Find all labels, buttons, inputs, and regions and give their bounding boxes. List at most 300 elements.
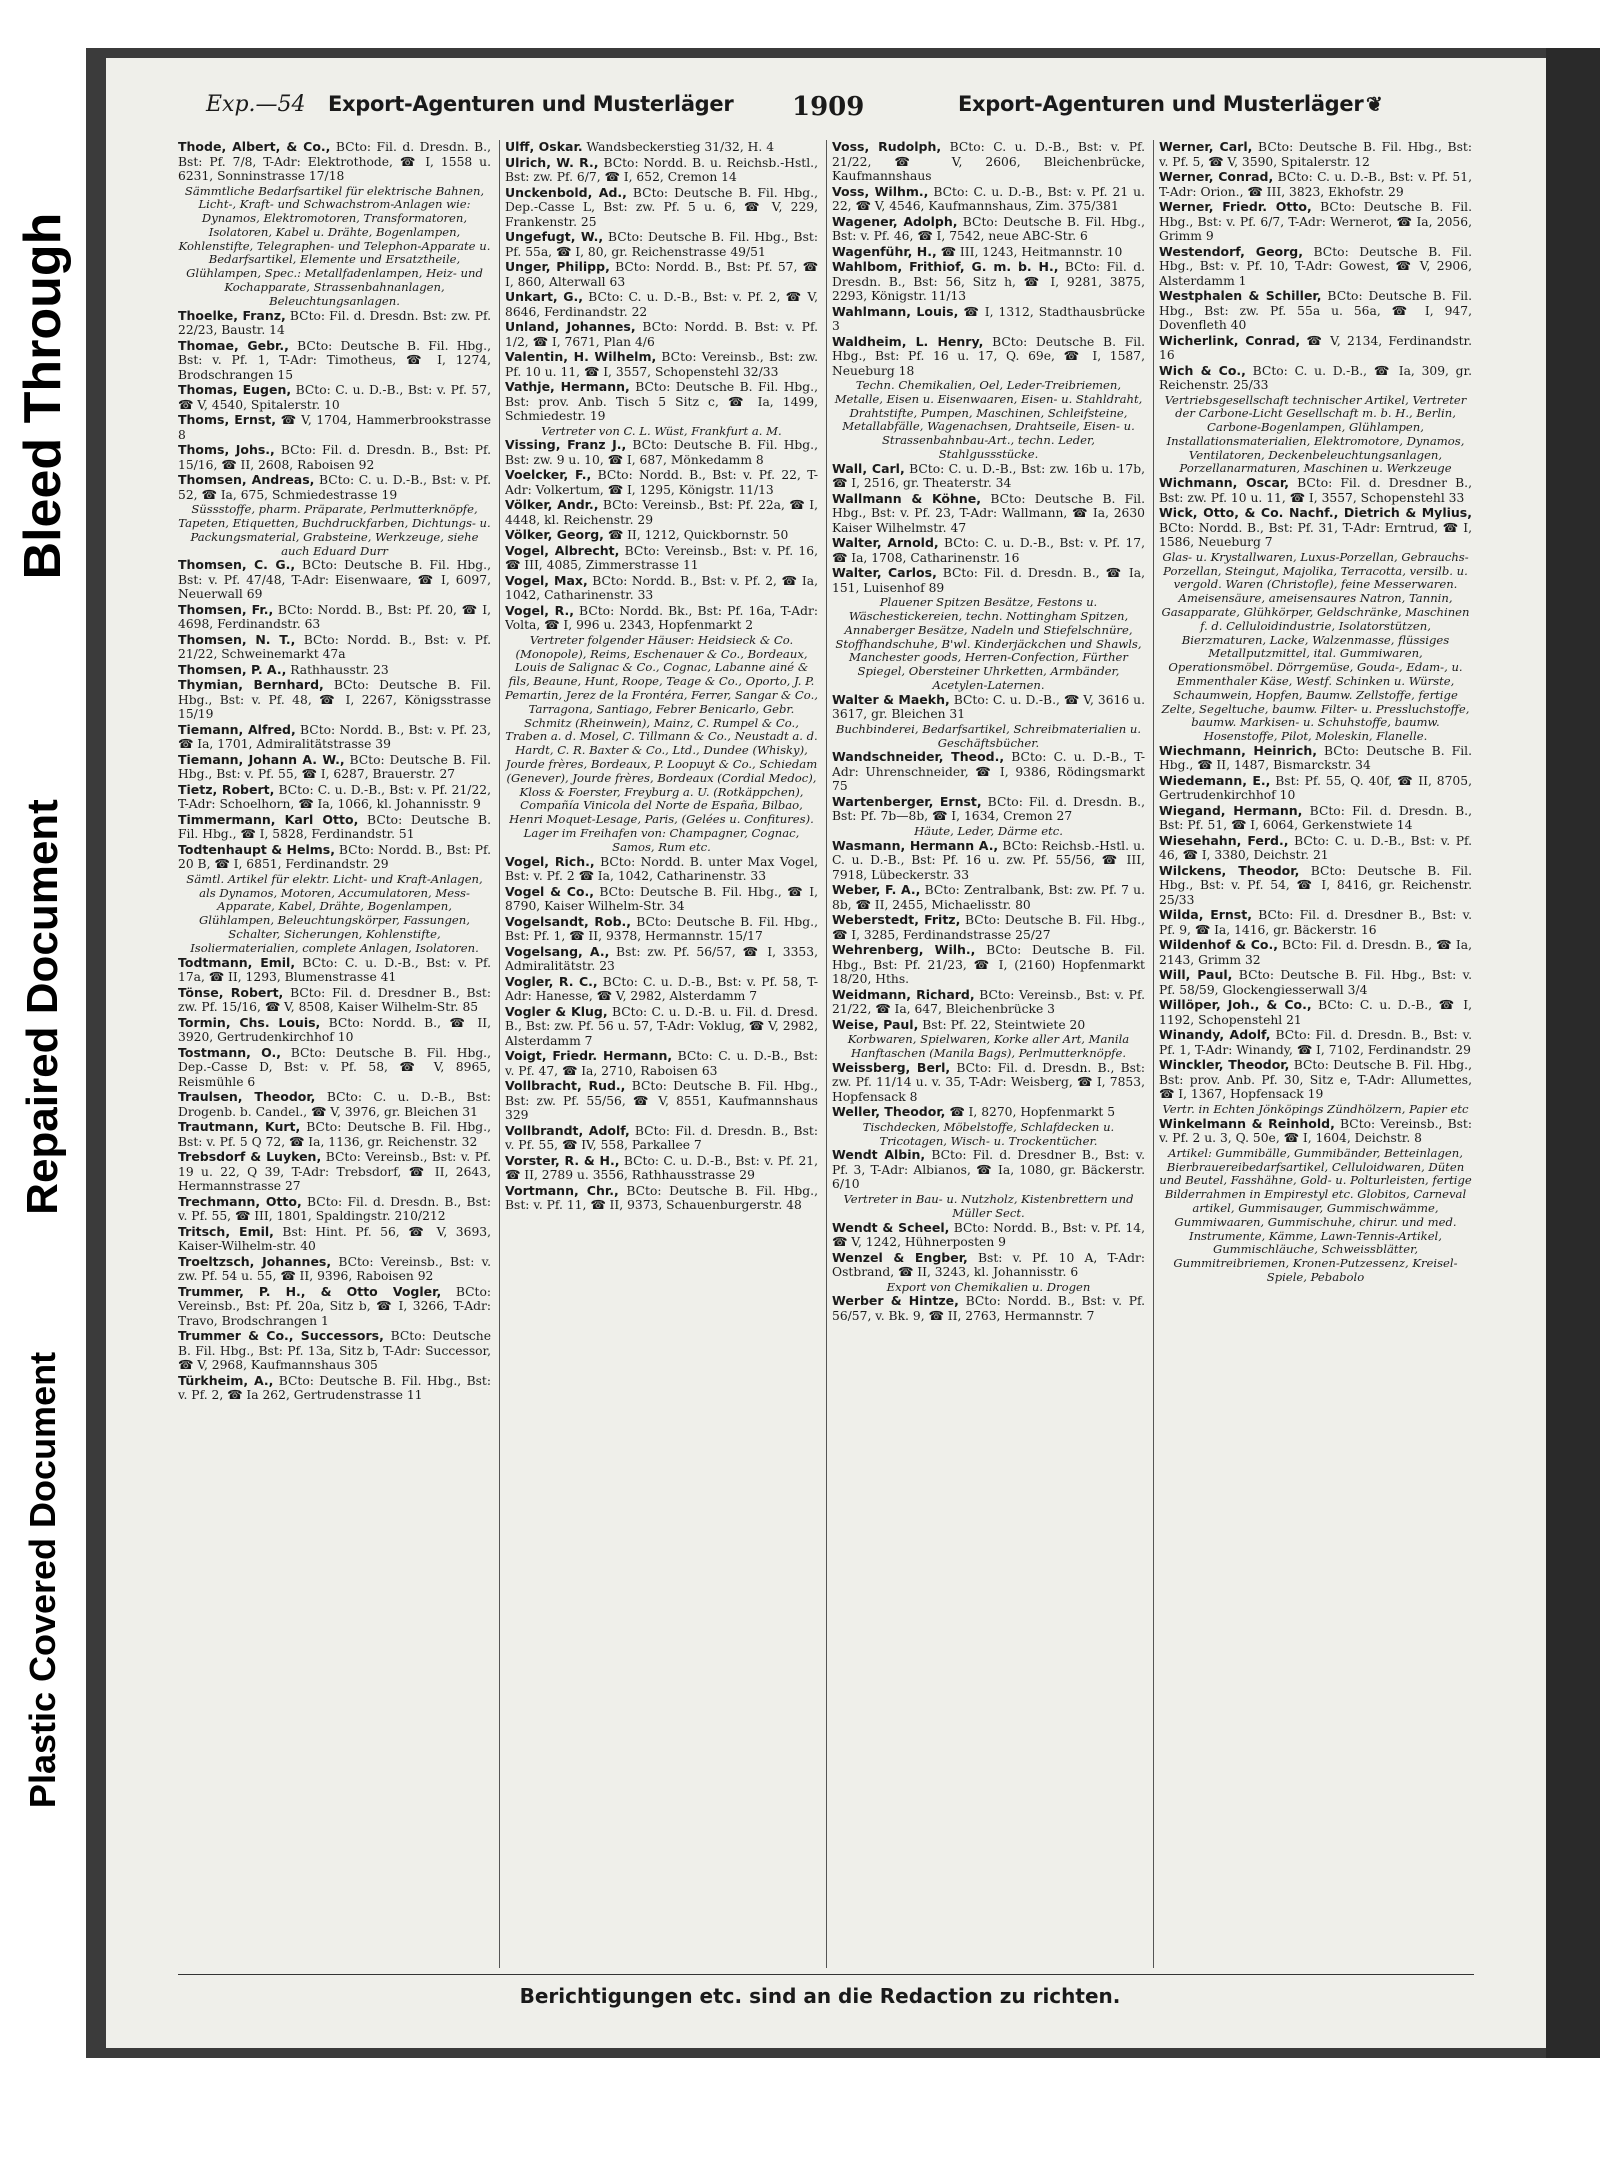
entry-name: Trummer, P. H., & Otto Vogler, xyxy=(178,1283,442,1299)
entry-name: Voelcker, F., xyxy=(505,467,592,483)
entry-name: Vorster, R. & H., xyxy=(505,1152,620,1168)
entry-details: BCto: Deutsche B. Fil. Hbg., Bst: v. Pf. 2, ☎ Ia 262, Gertrudenstrasse 11 xyxy=(178,1373,491,1403)
entry-details: BCto: Deutsche B. Fil. Hbg., ☎ I, 8790, Kaiser Wilhelm-Str. 34 xyxy=(505,884,818,914)
entry-name: Werner, Conrad, xyxy=(1159,169,1274,184)
entry-details: ☎ V, 1704, Hammerbrookstrasse 8 xyxy=(178,413,491,442)
entry-name: Ulff, Oskar. xyxy=(505,140,583,154)
directory-entry xyxy=(178,383,491,412)
entry-name: Willöper, Joh., & Co., xyxy=(1159,997,1312,1013)
entry-details: BCto: C. u. D.-B., Bst: v. Pf. 57, ☎ V, 4540, Spitalerstr. 10 xyxy=(178,383,491,412)
column-4 xyxy=(1159,140,1472,1968)
entry-details: BCto: Nordd. B., Bst: v. Pf. 21/22, Schweinemarkt 47a xyxy=(178,632,491,662)
directory-entry xyxy=(178,1016,491,1045)
entry-details: BCto: C. u. D.-B., ☎ I, 1192, Schopenstehl 21 xyxy=(1159,998,1472,1027)
directory-entry xyxy=(832,839,1145,883)
entry-details: BCto: Deutsche B. Fil. Hbg., Bst: Pf. 21/23, ☎ I, (2160) Hopfenmarkt 18/20, Hths. xyxy=(832,943,1145,987)
entry-details: BCto: Deutsche B. Fil. Hbg., Bst: v. Pf. 6/7, T-Adr: Wernerot, ☎ Ia, 2056, Grimm 9 xyxy=(1159,200,1472,243)
directory-entry xyxy=(1159,938,1472,967)
directory-entry xyxy=(1159,364,1472,393)
entry-name: Wiesehahn, Ferd., xyxy=(1159,832,1289,848)
entry-name: Wiegand, Hermann, xyxy=(1159,802,1303,818)
entry-details: BCto: Deutsche B. Fil. Hbg., Bst: v. Pf. 54, ☎ I, 8416, gr. Reichenstr. 25/33 xyxy=(1159,863,1472,907)
entry-details: BCto: Fil. d. Dresdn. B., Bst: v. Pf. 55, ☎ III, 1801, Spaldingstr. 210/212 xyxy=(178,1194,491,1224)
entry-name: Wiechmann, Heinrich, xyxy=(1159,742,1317,758)
directory-entry xyxy=(505,885,818,914)
directory-entry xyxy=(832,750,1145,794)
entry-description: Vertreter folgender Häuser: Heidsieck & Co. (Monopole), Reims, Eschenauer & Co., Bordeaux, Louis de Salignac & Co., Cognac, Labanne ainé & fils, Beaune, Hunt, Roope, Teage & Co., Oporto, J. P. Pemartin, Jerez de la Frontéra, Ferrer, Sangar & Co., Tarragona, Santiago, Febrer Benicarlo, Gebr. Schmitz (Rheinwein), Mainz, C. Rumpel & Co., Traben a. d. Mosel, C. Tillmann & Co., Neustadt a. d. Hardt, C. R. Baxter & Co., Ltd., Dundee (Whisky), Jourde frères, Bordeaux, P. Loopuyt & Co., Schiedam (Genever), Jourde frères, Bordeaux (Cordial Medoc), Kloss & Foerster, Freyburg a. U. (Rotkäppchen), Compañía Vinicola del Norte de España, Bilbao, Henri Moquet-Lesage, Paris, (Gelées u. Confitures). Lager im Freihafen von: Champagner, Cognac, Samos, Rum etc. xyxy=(505,632,818,854)
entry-details: BCto: Deutsche B. Fil. Hbg., Bst: zw. 9 u. 10, ☎ I, 687, Mönkedamm 8 xyxy=(505,438,818,467)
entry-name: Wich & Co., xyxy=(1159,362,1246,378)
footer-rule xyxy=(178,1974,1474,1975)
entry-name: Tormin, Chs. Louis, xyxy=(178,1014,321,1030)
entry-name: Wichmann, Oscar, xyxy=(1159,475,1289,491)
directory-entry xyxy=(505,468,818,497)
entry-description: Sämtl. Artikel für elektr. Licht- und Kraft-Anlagen, als Dynamos, Motoren, Accumulatoren, Mess-Apparate, Kabel, Drähte, Bogenlampen, Glühlampen, Beleuchtungskörper, Fassungen, Schalter, Sicherungen, Kohlenstifte, Isoliermaterialien, complete Anlagen, Isolatoren. xyxy=(186,871,483,955)
directory-entry xyxy=(505,1124,818,1153)
directory-entry xyxy=(178,473,491,502)
entry-name: Vissing, Franz J., xyxy=(505,437,627,453)
entry-details: BCto: Nordd. B., Bst: v. Pf. 2, ☎ Ia, 1042, Catharinenstr. 33 xyxy=(505,573,818,603)
directory-entry xyxy=(505,1049,818,1078)
entry-details: BCto: C. u. D.-B., ☎ V, 3616 u. 3617, gr. Bleichen 31 xyxy=(832,692,1145,722)
entry-name: Troeltzsch, Johannes, xyxy=(178,1253,332,1269)
directory-entry xyxy=(505,975,818,1004)
directory-entry xyxy=(178,813,491,842)
entry-details: BCto: Nordd. B., Bst: Pf. 57, ☎ I, 860, Alterwall 63 xyxy=(505,260,818,289)
entry-details: BCto: C. u. D.-B., Bst: v. Pf. 58, T-Adr: Hanesse, ☎ V, 2982, Alsterdamm 7 xyxy=(505,974,818,1004)
entry-name: Waldheim, L. Henry, xyxy=(832,333,984,349)
column-1 xyxy=(178,140,491,1968)
entry-details: BCto: Fil. d. Dresdner B., Bst: zw. Pf. 10 u. 11, ☎ I, 3557, Schopenstehl 33 xyxy=(1159,476,1472,505)
entry-details: BCto: Fil. d. Dresdn. B., Bst: Pf. 51, ☎ I, 6064, Gerkenstwiete 14 xyxy=(1159,803,1472,833)
entry-details: Bst: Hint. Pf. 56, ☎ V, 3693, Kaiser-Wilhelm-str. 40 xyxy=(178,1224,491,1254)
directory-entry xyxy=(505,945,818,974)
directory-entry xyxy=(832,988,1145,1017)
entry-name: Wagener, Adolph, xyxy=(832,213,958,229)
entry-name: Wagenführ, H., xyxy=(832,243,937,259)
entry-name: Weberstedt, Fritz, xyxy=(832,912,961,928)
entry-name: Wilda, Ernst, xyxy=(1159,907,1252,923)
directory-entry xyxy=(178,339,491,383)
entry-details: BCto: Nordd. B. unter Max Vogel, Bst: v. Pf. 2 ☎ Ia, 1042, Catharinenstr. 33 xyxy=(505,854,818,884)
entry-name: Trebsdorf & Luyken, xyxy=(178,1149,322,1165)
entry-name: Völker, Georg, xyxy=(505,527,604,543)
directory-entry xyxy=(178,956,491,985)
directory-entry xyxy=(832,140,1145,184)
directory-entry xyxy=(178,603,491,632)
entry-name: Weissberg, Berl, xyxy=(832,1059,951,1075)
directory-entry xyxy=(505,1184,818,1213)
entry-details: BCto: Deutsche B. Fil. Hbg., Bst: prov. Anb. Pf. 30, Sitz e, T-Adr: Allumettes, ☎ I, 1367, Hopfensack 19 xyxy=(1159,1058,1472,1102)
directory-entry xyxy=(178,783,491,812)
entry-name: Vollbrandt, Adolf, xyxy=(505,1122,630,1138)
entry-name: Unger, Philipp, xyxy=(505,259,610,274)
entry-details: Bst: Pf. 22, Steintwiete 20 xyxy=(918,1017,1086,1032)
entry-description: Süssstoffe, pharm. Präparate, Perlmutterknöpfe, Tapeten, Etiquetten, Buchdruckfarben, Dichtungs- u. Packungsmaterial, Grabsteine, Werkzeuge, siehe auch Eduard Durr xyxy=(178,502,491,558)
entry-details: BCto: Deutsche B. Fil. Hbg., Bst: v. Pf. 10, T-Adr: Gowest, ☎ V, 2906, Alsterdamm 1 xyxy=(1159,244,1472,288)
entry-name: Vogler, R. C., xyxy=(505,973,598,989)
directory-entry xyxy=(832,215,1145,244)
directory-entry xyxy=(1159,1028,1472,1057)
directory-entry xyxy=(832,305,1145,334)
directory-entry xyxy=(832,245,1145,260)
directory-entry xyxy=(505,260,818,289)
entry-details: BCto: Fil. d. Dresdner B., Bst: v. Pf. 3, T-Adr: Albianos, ☎ Ia, 1080, gr. Bäckerstr. 6/10 xyxy=(832,1148,1145,1192)
entry-name: Vogelsandt, Rob., xyxy=(505,913,632,929)
entry-name: Thomsen, P. A., xyxy=(178,661,287,677)
entry-description: Plauener Spitzen Besätze, Festons u. Wäschestickereien, techn. Nottingham Spitzen, Annaberger Besätze, Nadeln und Stiefelschnüre, Stoffhandschuhe, B'wl. Kinderjäckchen und Shawls, Manchester goods, Herren-Confection, Fürther Spiegel, Obersteiner Uhrketten, Armbänder, Acetylen-Laternen. xyxy=(835,595,1142,693)
entry-details: BCto: Nordd. B., Bst: v. Pf. 14, ☎ V, 1242, Hühnerposten 9 xyxy=(832,1220,1145,1250)
entry-name: Traulsen, Theodor, xyxy=(178,1089,316,1105)
entry-details: BCto: Deutsche B. Fil. Hbg., ☎ I, 3285, Ferdinandstrasse 25/27 xyxy=(832,913,1145,942)
directory-entry xyxy=(832,335,1145,379)
entry-name: Wilckens, Theodor, xyxy=(1159,862,1300,878)
entry-name: Vogel, Rich., xyxy=(505,853,595,869)
entry-details: BCto: C. u. D.-B., T-Adr: Uhrenschneider, ☎ I, 9386, Rödingsmarkt 75 xyxy=(832,750,1145,794)
label-strip xyxy=(0,0,86,2177)
entry-name: Wandschneider, Theod., xyxy=(832,749,1005,765)
entry-details: BCto: C. u. D.-B., Bst: v. Pf. 52, ☎ Ia, 675, Schmiedestrasse 19 xyxy=(178,473,491,502)
column-divider xyxy=(499,140,500,1968)
entry-name: Thode, Albert, & Co., xyxy=(178,140,331,154)
directory-entry xyxy=(1159,140,1472,169)
entry-name: Weller, Theodor, xyxy=(832,1104,946,1120)
entry-description: Buchbinderei, Bedarfsartikel, Schreibmaterialien u. Geschäftsbücher. xyxy=(835,721,1142,750)
directory-entry xyxy=(178,140,491,184)
entry-details: BCto: Vereinsb., Bst: v. Pf. 16, ☎ III, 4085, Zimmerstrasse 11 xyxy=(505,543,818,573)
entry-details: BCto: Vereinsb., Bst: Pf. 20a, Sitz b, ☎ I, 3266, T-Adr: Travo, Brodschrangen 1 xyxy=(178,1284,491,1328)
entry-name: Tönse, Robert, xyxy=(178,984,284,1000)
entry-name: Winkelmann & Reinhold, xyxy=(1159,1115,1335,1131)
plastic-covered-label: Plastic Covered Document xyxy=(22,1351,63,1809)
entry-name: Wendt Albin, xyxy=(832,1147,926,1163)
entry-name: Tiemann, Alfred, xyxy=(178,721,296,737)
directory-entry xyxy=(1159,744,1472,773)
entry-name: Weidmann, Richard, xyxy=(832,986,975,1002)
directory-entry xyxy=(1159,1058,1472,1102)
entry-details: ☎ III, 1243, Heitmannstr. 10 xyxy=(936,244,1123,259)
entry-details: BCto: C. u. D.-B., Bst: v. Pf. 17, ☎ Ia, 1708, Catharinenstr. 16 xyxy=(832,536,1145,565)
entry-details: BCto: Nordd. B., Bst: v. Pf. 56/57, v. Bk. 9, ☎ II, 2763, Hermannstr. 7 xyxy=(832,1294,1145,1323)
entry-name: Voss, Wilhm., xyxy=(832,183,929,199)
header-title-right: Export-Agenturen und Musterläger xyxy=(958,92,1364,116)
directory-entry xyxy=(505,438,818,467)
entry-details: ☎ I, 8270, Hopfenmarkt 5 xyxy=(945,1105,1116,1120)
entry-name: Walter, Arnold, xyxy=(832,535,939,551)
directory-entry xyxy=(832,185,1145,214)
entry-name: Wicherlink, Conrad, xyxy=(1159,332,1301,348)
column-divider xyxy=(1153,140,1154,1968)
entry-details: BCto: Fil. d. Dresdn. B., Bst: zw. Pf. 11/14 u. v. 35, T-Adr: Weisberg, ☎ I, 7853, Hopfensack 8 xyxy=(832,1060,1145,1104)
page-footer: Berichtigungen etc. sind an die Redaction zu richten. xyxy=(519,1984,1121,2008)
entry-details: BCto: Deutsche B. Fil. Hbg., Bst: v. Pf. 48, ☎ I, 2267, Königsstrasse 15/19 xyxy=(178,678,491,722)
directory-entry xyxy=(505,156,818,185)
entry-details: BCto: Deutsche B. Fil. Hbg., Bst: v. Pf. 5, ☎ V, 3590, Spitalerstr. 12 xyxy=(1159,140,1472,169)
directory-entry xyxy=(832,943,1145,987)
entry-name: Voss, Rudolph, xyxy=(832,140,942,154)
directory-entry xyxy=(1159,864,1472,908)
entry-name: Thoms, Ernst, xyxy=(178,412,277,428)
directory-entry xyxy=(505,544,818,573)
entry-name: Wahlbom, Frithiof, G. m. b. H., xyxy=(832,259,1059,274)
directory-entry xyxy=(505,230,818,259)
entry-details: BCto: Nordd. B., Bst: Pf. 31, T-Adr: Erntrud, ☎ I, 1586, Neueburg 7 xyxy=(1159,520,1472,550)
directory-entry xyxy=(832,536,1145,565)
entry-details: BCto: C. u. D.-B., Bst: v. Pf. 21 u. 22, ☎ V, 4546, Kaufmannshaus, Zim. 375/381 xyxy=(832,184,1145,213)
directory-entry xyxy=(505,1154,818,1183)
directory-entry xyxy=(1159,804,1472,833)
directory-entry xyxy=(505,528,818,543)
entry-name: Vogler & Klug, xyxy=(505,1003,608,1019)
entry-name: Walter, Carlos, xyxy=(832,565,937,581)
entry-details: BCto: Fil. d. Dresdn. Bst: zw. Pf. 22/23, Baustr. 14 xyxy=(178,308,491,338)
directory-entry xyxy=(832,913,1145,942)
header-year: 1909 xyxy=(792,92,865,122)
entry-description: Vertreter in Bau- u. Nutzholz, Kistenbrettern und Müller Sect. xyxy=(843,1191,1134,1220)
entry-details: BCto: C. u. D.-B., Bst: v. Pf. 21/22, ☎ V, 2606, Bleichenbrücke, Kaufmannshaus xyxy=(832,140,1145,183)
directory-entry xyxy=(832,1018,1145,1033)
entry-name: Wasmann, Hermann A., xyxy=(832,837,999,853)
directory-entry xyxy=(178,633,491,662)
entry-details: BCto: Vereinsb., Bst: zw. Pf. 10 u. 11, ☎ I, 3557, Schopenstehl 32/33 xyxy=(505,350,818,379)
entry-details: BCto: Deutsche B. Fil. Hbg., Bst: Pf. 13a, Sitz b, T-Adr: Successor, ☎ V, 2968, Kaufmannshaus 305 xyxy=(178,1329,491,1373)
entry-name: Weber, F. A., xyxy=(832,882,921,898)
entry-name: Wendt & Scheel, xyxy=(832,1219,950,1235)
entry-details: BCto: C. u. D.-B., Bst: v. Pf. 47, ☎ Ia, 2710, Raboisen 63 xyxy=(505,1049,818,1078)
entry-name: Vogelsang, A., xyxy=(505,943,610,959)
entry-name: Tietz, Robert, xyxy=(178,781,275,797)
entry-details: BCto: Deutsche B. Fil. Hbg., Bst: v. Pf. 5 Q 72, ☎ Ia, 1136, gr. Reichenstr. 32 xyxy=(178,1120,491,1149)
entry-details: Rathhausstr. 23 xyxy=(286,662,389,677)
directory-entry xyxy=(178,1255,491,1284)
entry-details: BCto: Nordd. B., Bst: v. Pf. 22, T-Adr: Volkertum, ☎ I, 1295, Königstr. 11/13 xyxy=(505,468,818,497)
entry-details: BCto: Fil. d. Dresdn. B., Bst: Pf. 7/8, T-Adr: Elektrothode, ☎ I, 1558 u. 6231, Sonninstrasse 17/18 xyxy=(178,140,491,183)
entry-details: BCto: Deutsche B. Fil. Hbg., Bst: Pf. 1, ☎ II, 9378, Hermannstr. 15/17 xyxy=(505,914,818,944)
entry-name: Thoelke, Franz, xyxy=(178,307,286,323)
directory-entry xyxy=(178,1150,491,1194)
entry-details: BCto: C. u. D.-B., Bst: v. Pf. 17a, ☎ II, 1293, Blumenstrasse 41 xyxy=(178,955,491,985)
entry-details: BCto: Deutsche B. Fil. Hbg., ☎ II, 1487, Bismarckstr. 34 xyxy=(1159,743,1472,773)
entry-details: BCto: Deutsche B. Fil. Hbg., Bst: v. Pf. 47/48, T-Adr: Eisenwaare, ☎ I, 6097, Neuerwall 69 xyxy=(178,558,491,602)
entry-details: BCto: Vereinsb., Bst: v. zw. Pf. 54 u. 55, ☎ II, 9396, Raboisen 92 xyxy=(178,1254,491,1284)
directory-entry xyxy=(832,462,1145,491)
entry-name: Walter & Maekh, xyxy=(832,691,950,707)
header-ornament: ❦ xyxy=(1366,92,1383,116)
directory-entry xyxy=(505,320,818,349)
entry-name: Will, Paul, xyxy=(1159,967,1233,983)
entry-name: Werner, Friedr. Otto, xyxy=(1159,199,1312,214)
entry-details: BCto: Deutsche B. Fil. Hbg., Bst: Pf. 16 u. 17, Q. 69e, ☎ I, 1587, Neueburg 18 xyxy=(832,334,1145,378)
entry-details: BCto: Fil. d. Dresdn. B., Bst: 56, Sitz h, ☎ I, 9281, 3875, 2293, Königstr. 11/13 xyxy=(832,260,1145,303)
entry-name: Thomsen, Andreas, xyxy=(178,472,315,488)
directory-entry xyxy=(178,843,491,872)
entry-name: Ungefugt, W., xyxy=(505,229,604,244)
directory-entry xyxy=(178,723,491,752)
entry-details: BCto: Fil. d. Dresdn. B., Bst: v. Pf. 55, ☎ IV, 558, Parkallee 7 xyxy=(505,1123,818,1153)
entry-details: BCto: C. u. D.-B., Bst: v. Pf. 51, T-Adr: Orion., ☎ III, 3823, Ekhofstr. 29 xyxy=(1159,170,1472,199)
page-number: Exp.—54 xyxy=(206,92,306,117)
entry-details: BCto: C. u. D.-B., Bst: v. Pf. 21/22, T-Adr: Schoelhorn, ☎ Ia, 1066, kl. Johannisstr. 9 xyxy=(178,782,491,812)
entry-name: Unkart, G., xyxy=(505,289,584,304)
entry-name: Werner, Carl, xyxy=(1159,140,1253,154)
directory-entry xyxy=(178,443,491,472)
entry-description: Vertriebsgesellschaft technischer Artikel, Vertreter der Carbone-Licht Gesellschaft m. b. H., Berlin, Carbone-Bogenlampen, Glühlampen, Installationsmaterialien, Elektromotore, Dynamos, Ventilatoren, Deckenbeleuchtungsanlagen, Porzellanarmaturen, Maschinen u. Werkzeuge xyxy=(1164,392,1467,476)
directory-entry xyxy=(1159,289,1472,333)
directory-entry xyxy=(178,663,491,678)
directory-entry xyxy=(1159,998,1472,1027)
entry-details: BCto: Zentralbank, Bst: zw. Pf. 7 u. 8b, ☎ II, 2455, Michaelisstr. 80 xyxy=(832,883,1145,912)
directory-entry xyxy=(832,260,1145,304)
entry-description: Vertreter von C. L. Wüst, Frankfurt a. M. xyxy=(541,423,782,438)
entry-details: BCto: Fil. d. Dresdn. B., Bst: v. Pf. 1, T-Adr: Winandy, ☎ I, 7102, Ferdinandstr. 29 xyxy=(1159,1028,1472,1057)
directory-entry xyxy=(1159,334,1472,363)
entry-details: BCto: C. u. D.-B., Bst: v. Pf. 2, ☎ V, 8646, Ferdinandstr. 22 xyxy=(505,290,818,319)
entry-details: BCto: Deutsche B. Fil. Hbg., Bst: v. Pf. 23, T-Adr: Wallmann, ☎ Ia, 2630 Kaiser Wilhelmstr. 47 xyxy=(832,491,1145,535)
directory-entry xyxy=(178,1090,491,1119)
column-divider xyxy=(826,140,827,1968)
directory-entry xyxy=(505,350,818,379)
entry-details: BCto: Deutsche B. Fil. Hbg., Bst: zw. Pf. 55/56, ☎ V, 8551, Kaufmannshaus 329 xyxy=(505,1079,818,1123)
entry-description: Export von Chemikalien u. Drogen xyxy=(886,1279,1091,1294)
entry-name: Thomae, Gebr., xyxy=(178,337,289,353)
directory-entry xyxy=(505,380,818,424)
entry-details: ☎ II, 1212, Quickbornstr. 50 xyxy=(603,528,789,543)
directory-entry xyxy=(832,1251,1145,1280)
entry-details: BCto: Fil. d. Dresdn. B., ☎ Ia, 151, Luisenhof 89 xyxy=(832,566,1145,595)
entry-details: BCto: Nordd. B., Bst: v. Pf. 23, ☎ Ia, 1701, Admiralitätstrasse 39 xyxy=(178,722,491,752)
directory-entry xyxy=(832,883,1145,912)
entry-details: BCto: C. u. D.-B. u. Fil. d. Dresd. B., Bst: zw. Pf. 56 u. 57, T-Adr: Voklug, ☎ V, 2982, Alsterdamm 7 xyxy=(505,1004,818,1048)
entry-name: Vogel, Max, xyxy=(505,572,588,588)
directory-entry xyxy=(505,1079,818,1123)
entry-details: ☎ V, 2134, Ferdinandstr. 16 xyxy=(1159,333,1472,362)
entry-name: Timmermann, Karl Otto, xyxy=(178,811,359,827)
entry-details: BCto: Vereinsb., Bst: v. Pf. 2 u. 3, Q. 50e, ☎ I, 1604, Deichstr. 8 xyxy=(1159,1116,1472,1146)
entry-name: Thymian, Bernhard, xyxy=(178,677,324,693)
directory-entry xyxy=(832,795,1145,824)
entry-details: BCto: C. u. D.-B., Bst: v. Pf. 46, ☎ I, 3380, Deichstr. 21 xyxy=(1159,833,1472,863)
directory-entry xyxy=(178,1374,491,1403)
directory-entry xyxy=(1159,200,1472,244)
entry-name: Wartenberger, Ernst, xyxy=(832,793,982,809)
entry-name: Thomas, Eugen, xyxy=(178,382,292,398)
entry-name: Tritsch, Emil, xyxy=(178,1223,274,1239)
column-2 xyxy=(505,140,818,1968)
entry-description: Sämmtliche Bedarfsartikel für elektrische Bahnen, Licht-, Kraft- und Schwachstrom-Anlagen wie: Dynamos, Elektromotoren, Transformatoren, Isolatoren, Kabel u. Drähte, Bogenlampen, Kohlenstifte, Telegraphen- und Telephon-Apparate u. Bedarfsartikel, Elemente und Ersatztheile, Glühlampen, Spec.: Metallfadenlampen, Heiz- und Kochapparate, Strassenbahnanlagen, Beleuchtungsanlagen. xyxy=(178,183,491,308)
directory-entry xyxy=(1159,170,1472,199)
entry-description: Vertr. in Echten Jönköpings Zündhölzern, Papier etc xyxy=(1162,1101,1469,1116)
entry-details: BCto: Nordd. B., ☎ II, 3920, Gertrudenkirchhof 10 xyxy=(178,1015,491,1045)
directory-entry xyxy=(178,986,491,1015)
entry-name: Voigt, Friedr. Hermann, xyxy=(505,1048,673,1064)
entry-name: Vogel & Co., xyxy=(505,883,595,899)
entry-name: Todtenhaupt & Helms, xyxy=(178,841,335,857)
entry-name: Thomsen, N. T., xyxy=(178,631,296,647)
entry-name: Vogel, Albrecht, xyxy=(505,542,620,558)
entry-description: Korbwaren, Spielwaren, Korke aller Art, Manila Hanftaschen (Manila Bags), Perlmutterknöpfe. xyxy=(847,1032,1130,1061)
entry-name: Vathje, Hermann, xyxy=(505,379,630,394)
entry-name: Trummer & Co., Successors, xyxy=(178,1328,384,1344)
directory-entry xyxy=(1159,506,1472,550)
entry-details: BCto: Nordd. B., Bst: Pf. 20 B, ☎ I, 6851, Ferdinandstr. 29 xyxy=(178,842,491,872)
entry-name: Trechmann, Otto, xyxy=(178,1193,302,1209)
entry-details: BCto: Fil. d. Dresdner B., Bst: zw. Pf. 15/16, ☎ V, 8508, Kaiser Wilhelm-Str. 85 xyxy=(178,985,491,1015)
directory-entry xyxy=(1159,968,1472,997)
entry-name: Unland, Johannes, xyxy=(505,319,636,334)
entry-name: Trautmann, Kurt, xyxy=(178,1119,301,1135)
directory-entry xyxy=(178,413,491,442)
entry-details: BCto: Nordd. B. Bst: v. Pf. 1/2, ☎ I, 7671, Plan 4/6 xyxy=(505,320,818,349)
directory-entry xyxy=(505,140,818,155)
directory-entry xyxy=(178,1120,491,1149)
directory-entry xyxy=(178,1225,491,1254)
repaired-document-label: Repaired Document xyxy=(18,799,67,1215)
entry-name: Unckenbold, Ad., xyxy=(505,184,627,200)
entry-name: Wildenhof & Co., xyxy=(1159,937,1278,953)
entry-details: BCto: Deutsche B. Fil. Hbg., Dep.-Casse D, Bst: v. Pf. 58, ☎ V, 8965, Reismühle 6 xyxy=(178,1045,491,1089)
page-header xyxy=(206,92,1456,128)
entry-name: Wahlmann, Louis, xyxy=(832,303,959,319)
entry-details: ☎ I, 1312, Stadthausbrücke 3 xyxy=(832,304,1145,333)
entry-name: Valentin, H. Wilhelm, xyxy=(505,349,657,364)
entry-name: Wenzel & Engber, xyxy=(832,1249,968,1265)
entry-name: Thoms, Johs., xyxy=(178,442,275,458)
entry-details: BCto: Fil. d. Dresdn. B., Bst: Pf. 7b—8b, ☎ I, 1634, Cremon 27 xyxy=(832,794,1145,824)
entry-details: BCto: Fil. d. Dresdn. B., ☎ Ia, 2143, Grimm 32 xyxy=(1159,938,1472,967)
directory-entry xyxy=(178,309,491,338)
entry-name: Wallmann & Köhne, xyxy=(832,490,982,506)
directory-entry xyxy=(832,1294,1145,1323)
entry-name: Todtmann, Emil, xyxy=(178,954,296,970)
entry-name: Vollbracht, Rud., xyxy=(505,1078,626,1094)
directory-entry xyxy=(832,492,1145,536)
entry-description: Tischdecken, Möbelstoffe, Schlafdecken u. Tricotagen, Wisch- u. Trockentücher. xyxy=(862,1119,1115,1148)
directory-entry xyxy=(832,1061,1145,1105)
entry-name: Wehrenberg, Wilh., xyxy=(832,942,976,958)
scan-right-edge xyxy=(1546,48,1600,2058)
entry-description: Glas- u. Krystallwaren, Luxus-Porzellan, Gebrauchs-Porzellan, Steingut, Majolika, Terracotta, versilb. u. vergold. Waren (Christofle), feine Messerwaren. Ameisensäure, ameisensaures Natron, Tannin, Gasapparate, Glühkörper, Geldschränke, Maschinen f. d. Celluloidindustrie, Isolatorstützen, Bierzmaturen, Lacke, Walzenmasse, flüssiges Metallputzmittel, ital. Gummiwaren, Operationsmöbel. Dörrgemüse, Gouda-, Edam-, u. Emmenthaler Käse, Westf. Schinken u. Würste, Schaumwein, Hopfen, Baumw. Zellstoffe, fertige Zelte, Segeltuche, baumw. Filter- u. Pressluchstoffe, baumw. Markisen- u. Schuhstoffe, baumw. Hosenstoffe, Pilot, Moleskin, Flanelle. xyxy=(1161,549,1470,744)
entry-details: Bst: Pf. 55, Q. 40f, ☎ II, 8705, Gertrudenkirchhof 10 xyxy=(1159,773,1472,803)
directory-entry xyxy=(1159,1117,1472,1146)
entry-name: Thomsen, Fr., xyxy=(178,601,274,617)
directory-entry xyxy=(505,186,818,230)
directory-entry xyxy=(1159,476,1472,505)
column-3 xyxy=(832,140,1145,1968)
directory-columns xyxy=(178,140,1474,1968)
entry-details: Bst: v. Pf. 10 A, T-Adr: Ostbrand, ☎ II, 3243, kl. Johannisstr. 6 xyxy=(832,1250,1145,1280)
directory-entry xyxy=(178,753,491,782)
entry-details: BCto: Deutsche B. Fil. Hbg., Bst: zw. Pf. 55a u. 56a, ☎ I, 947, Dovenfleth 40 xyxy=(1159,289,1472,332)
entry-details: BCto: Reichsb.-Hstl. u. C. u. D.-B., Bst: Pf. 16 u. zw. Pf. 55/56, ☎ III, 7918, Lübeckerstr. 33 xyxy=(832,838,1145,882)
entry-name: Thomsen, C. G., xyxy=(178,557,296,573)
directory-entry xyxy=(1159,245,1472,289)
directory-entry xyxy=(832,1221,1145,1250)
entry-name: Tostmann, O., xyxy=(178,1044,281,1060)
directory-entry xyxy=(505,915,818,944)
entry-name: Winandy, Adolf, xyxy=(1159,1027,1271,1043)
entry-name: Weise, Paul, xyxy=(832,1016,919,1032)
directory-entry xyxy=(178,1329,491,1373)
entry-details: BCto: Vereinsb., Bst: v. Pf. 21/22, ☎ Ia, 647, Bleichenbrücke 3 xyxy=(832,987,1145,1017)
directory-entry xyxy=(505,1005,818,1049)
entry-name: Vortmann, Chr., xyxy=(505,1182,619,1198)
entry-details: BCto: Deutsche B. Fil. Hbg., Bst: v. Pf. 1, T-Adr: Timotheus, ☎ I, 1274, Brodschrangen 15 xyxy=(178,338,491,382)
entry-name: Winckler, Theodor, xyxy=(1159,1057,1290,1073)
directory-entry xyxy=(1159,908,1472,937)
directory-entry xyxy=(178,558,491,602)
directory-entry xyxy=(832,693,1145,722)
entry-details: BCto: Deutsche B. Fil. Hbg., Bst: prov. Anb. Tisch 5 Sitz c, ☎ Ia, 1499, Schmiedestr. 19 xyxy=(505,380,818,423)
